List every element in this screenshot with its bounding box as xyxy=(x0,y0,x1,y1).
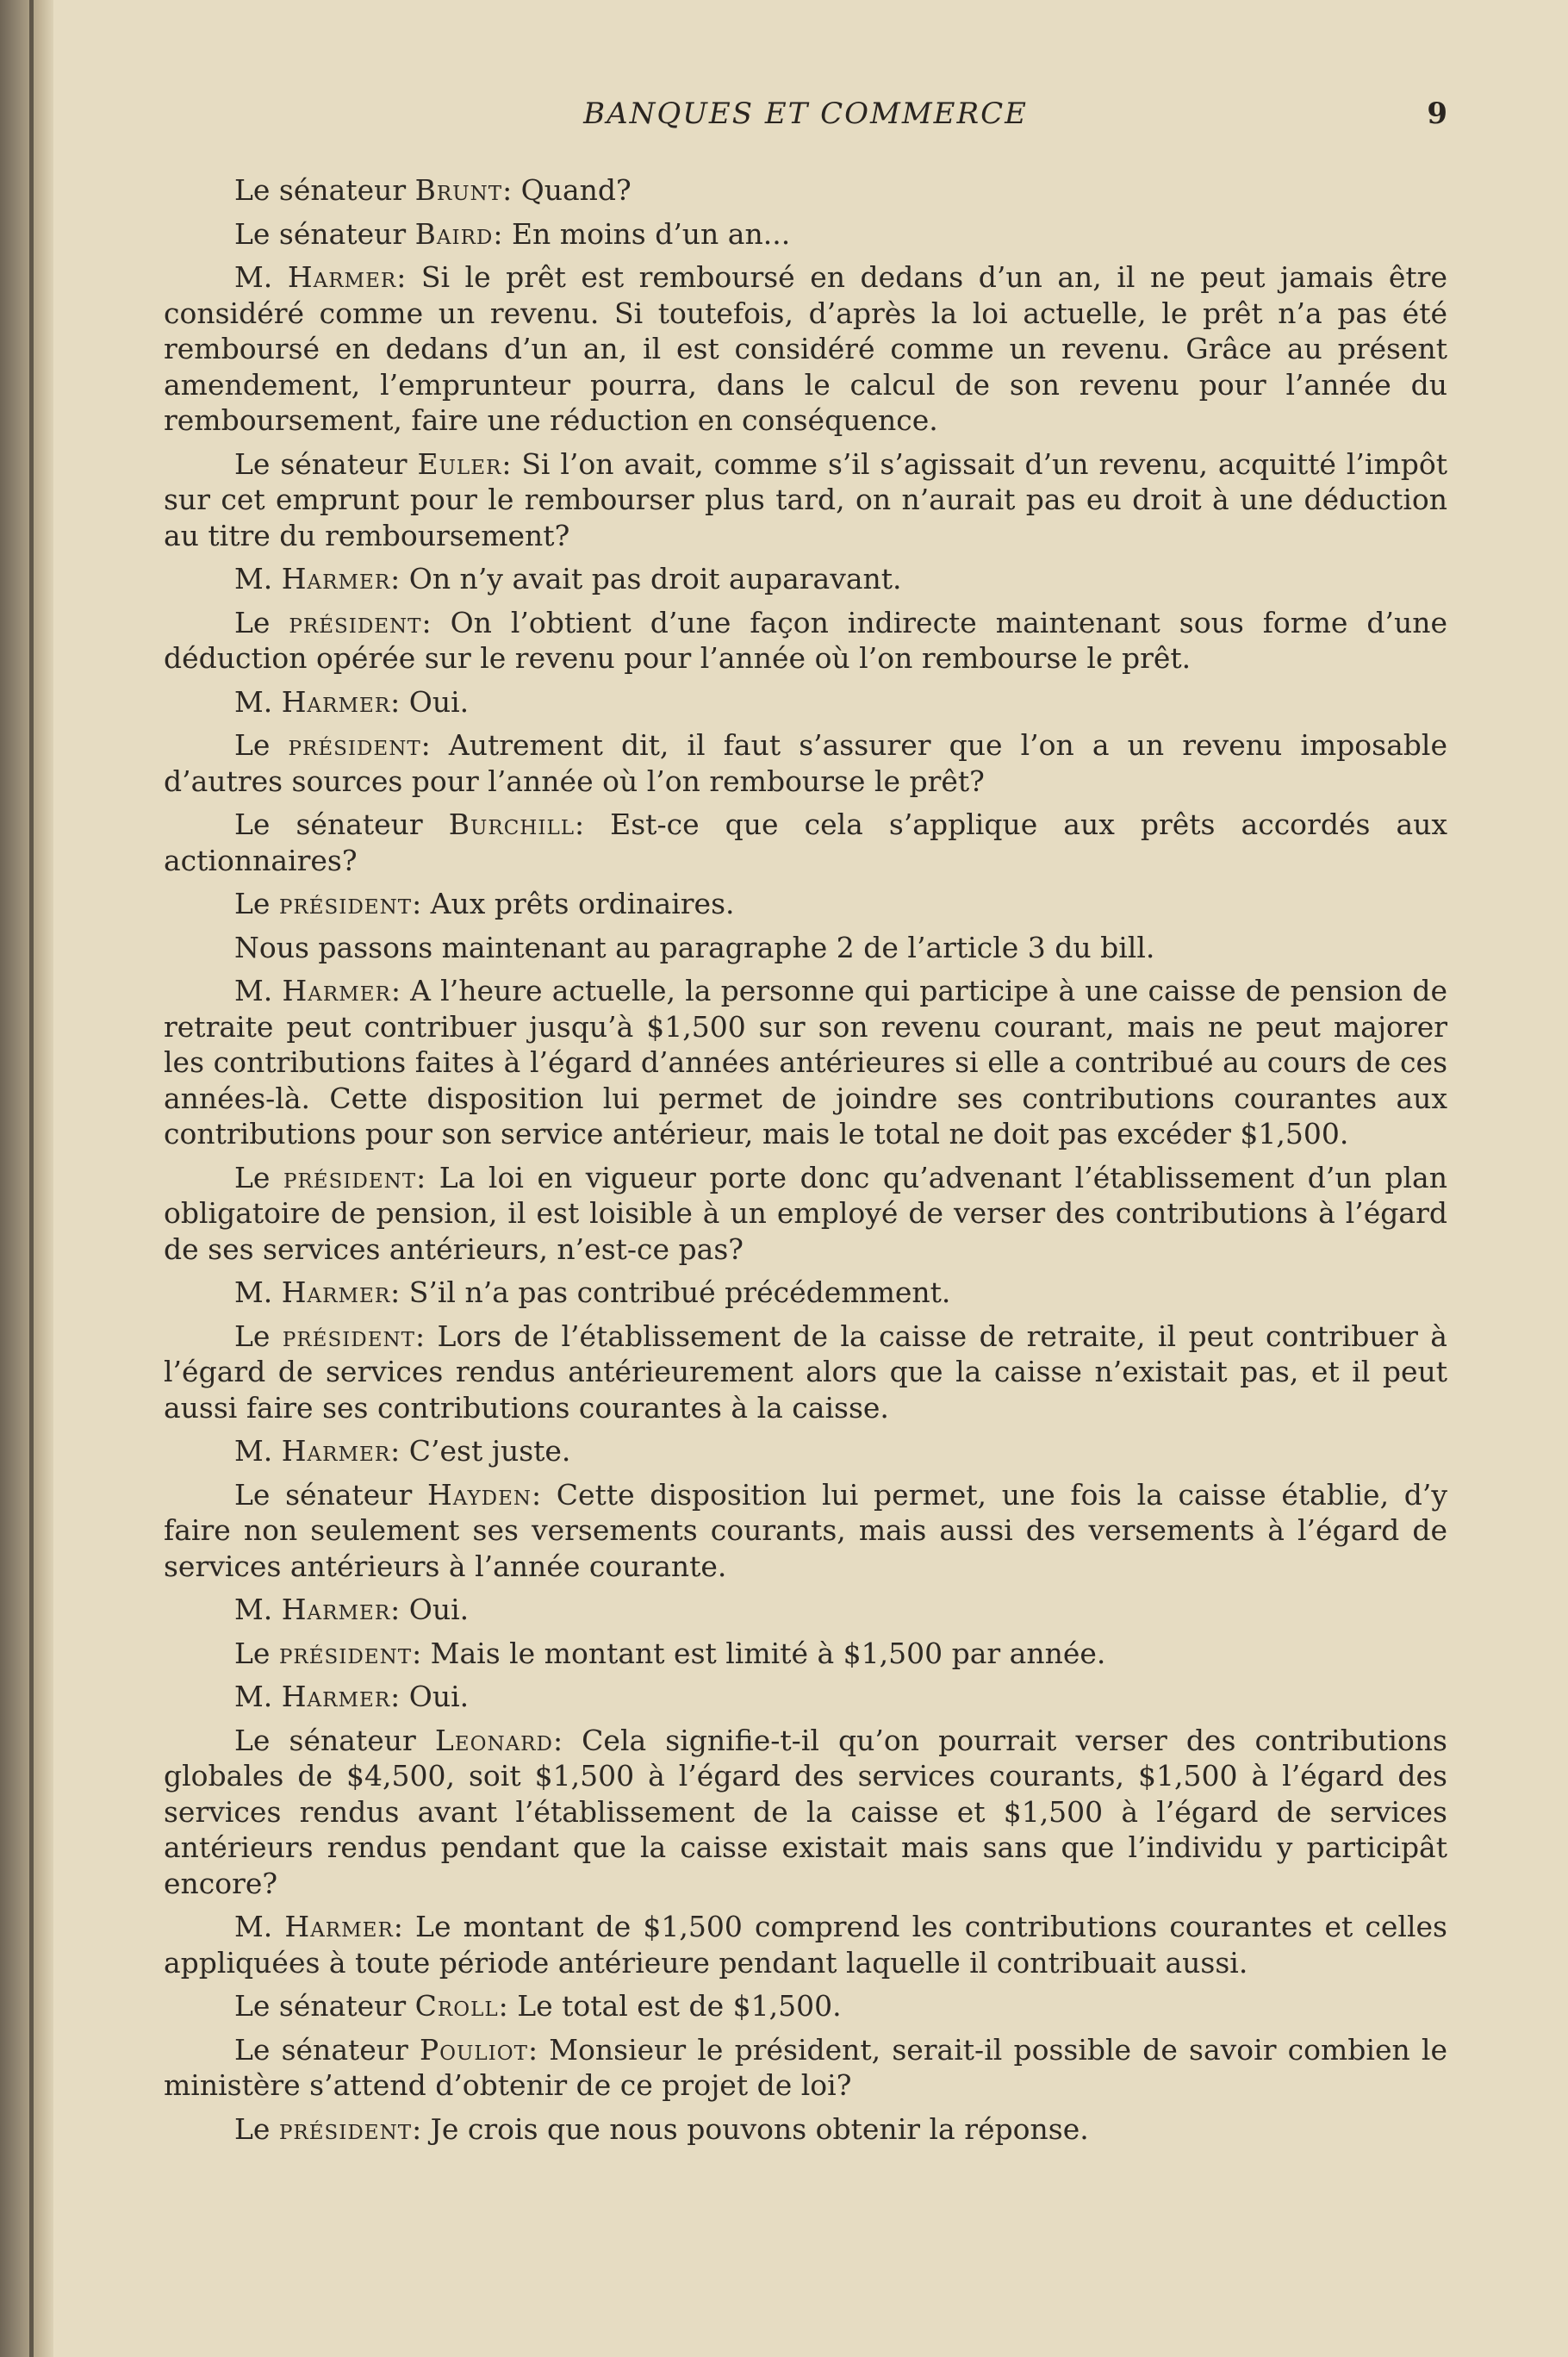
speaker-name: Burchill xyxy=(448,807,575,841)
speaker-prefix: M. xyxy=(234,1275,282,1309)
paragraph-text: : Cela signifie-t-il qu’on pourrait verser des contributions globales de $4,500, soit $1,500 à l’égard des services courants, $1,500 à l’égard des services rendus avant l’établissement de la caisse et $1,500 à l’égard de services antérieurs rendus pendant que la caisse existait mais sans que l’individu y participât encore? xyxy=(164,1723,1447,1900)
speaker-prefix: M. xyxy=(234,1593,282,1626)
speaker-prefix: Le xyxy=(234,1636,279,1670)
paragraph xyxy=(164,259,1447,439)
paragraph xyxy=(164,1636,1447,1672)
page-body xyxy=(164,172,1447,2154)
speaker-prefix: M. xyxy=(234,562,282,595)
paragraph-text: : Lors de l’établissement de la caisse de retraite, il peut contribuer à l’égard de services rendus antérieurement alors que la caisse n’existait pas, et il peut aussi faire ses contributions courantes à la caisse. xyxy=(164,1319,1447,1425)
paragraph-text: : Oui. xyxy=(390,1680,470,1713)
paragraph-text: : Le montant de $1,500 comprend les contributions courantes et celles appliquées à toute période antérieure pendant laquelle il contribuait aussi. xyxy=(164,1910,1447,1980)
paragraph-text: : Mais le montant est limité à $1,500 par année. xyxy=(412,1636,1106,1670)
paragraph-text: : Je crois que nous pouvons obtenir la réponse. xyxy=(412,2111,1089,2146)
speaker-name: Hayden xyxy=(427,1477,532,1512)
speaker-prefix: M. xyxy=(234,684,282,719)
paragraph-text: : Aux prêts ordinaires. xyxy=(412,887,735,920)
paragraph-text: : Monsieur le président, serait-il possible de savoir combien le ministère s’attend d’obtenir de ce projet de loi? xyxy=(164,2032,1447,2102)
speaker-name: Harmer xyxy=(281,1275,391,1309)
paragraph xyxy=(164,1592,1447,1628)
speaker-prefix: M. xyxy=(234,1434,282,1468)
speaker-prefix: Le xyxy=(234,1160,283,1194)
speaker-name: Brunt xyxy=(414,173,503,207)
paragraph-text: : Autrement dit, il faut s’assurer que l’on a un revenu imposable d’autres sources pour l’année où l’on rembourse le prêt? xyxy=(164,728,1447,798)
paragraph xyxy=(164,727,1447,799)
paragraph-text: : S’il n’a pas contribué précédemment. xyxy=(390,1275,951,1309)
speaker-name: Harmer xyxy=(281,1434,391,1468)
paragraph xyxy=(164,807,1447,878)
speaker-name: Baird xyxy=(414,216,494,251)
paragraph xyxy=(164,1160,1447,1268)
page-number: 9 xyxy=(1427,97,1447,131)
speaker-prefix: Le sénateur xyxy=(234,1989,415,2023)
speaker-prefix: Le sénateur xyxy=(234,1723,435,1757)
paragraph xyxy=(164,446,1447,554)
speaker-prefix: M. xyxy=(234,260,288,294)
paragraph-text: : Oui. xyxy=(390,1593,470,1626)
speaker-name: Croll xyxy=(414,1989,499,2023)
paragraph xyxy=(164,1909,1447,1980)
speaker-prefix: Le sénateur xyxy=(234,173,415,207)
paragraph-text: : Cette disposition lui permet, une fois la caisse établie, d’y faire non seulement ses versements courants, mais aussi des versements à l’égard de services antérieurs à l’année courante. xyxy=(164,1477,1447,1583)
book-binding-edge xyxy=(0,0,53,2357)
paragraph xyxy=(164,172,1447,209)
paragraph xyxy=(164,1477,1447,1585)
paragraph xyxy=(164,1723,1447,1902)
speaker-prefix: Le sénateur xyxy=(234,2032,420,2067)
speaker-name: président xyxy=(278,1636,413,1670)
speaker-prefix: Le xyxy=(234,2111,279,2146)
speaker-name: président xyxy=(289,605,422,639)
speaker-name: Harmer xyxy=(281,1593,391,1626)
paragraph-text: : Est-ce que cela s’applique aux prêts accordés aux actionnaires? xyxy=(164,807,1447,877)
speaker-name: président xyxy=(278,2111,413,2146)
paragraph xyxy=(164,886,1447,922)
paragraph xyxy=(164,605,1447,677)
speaker-prefix: M. xyxy=(234,1680,282,1713)
speaker-name: président xyxy=(282,1319,415,1353)
speaker-prefix: M. xyxy=(234,974,283,1007)
paragraph xyxy=(164,2111,1447,2148)
paragraph-text: : Si l’on avait, comme s’il s’agissait d’un revenu, acquitté l’impôt sur cet emprunt pour le rembourser plus tard, on n’aurait pas eu droit à une déduction au titre du remboursement? xyxy=(164,446,1447,552)
speaker-name: Harmer xyxy=(282,974,391,1007)
speaker-prefix: Le xyxy=(234,887,279,920)
paragraph xyxy=(164,1319,1447,1426)
paragraph xyxy=(164,973,1447,1152)
paragraph-text: : On n’y avait pas droit auparavant. xyxy=(390,562,902,595)
speaker-prefix: Le sénateur xyxy=(234,446,418,481)
paragraph xyxy=(164,930,1447,966)
speaker-name: président xyxy=(283,1160,417,1194)
paragraph-text: : On l’obtient d’une façon indirecte maintenant sous forme d’une déduction opérée sur le revenu pour l’année où l’on rembourse le prêt. xyxy=(164,605,1447,675)
speaker-name: Euler xyxy=(417,446,502,481)
paragraph-text: : Quand? xyxy=(502,173,632,207)
speaker-name: président xyxy=(288,728,421,762)
paragraph-text: : La loi en vigueur porte donc qu’advenant l’établissement d’un plan obligatoire de pension, il est loisible à un employé de verser des contributions à l’égard de ses services antérieurs, n’est-ce pas? xyxy=(164,1160,1447,1266)
speaker-name: Pouliot xyxy=(419,2032,528,2067)
paragraph-text: : C’est juste. xyxy=(390,1434,571,1468)
page-header xyxy=(164,97,1447,140)
speaker-prefix: Le xyxy=(234,605,289,639)
paragraph xyxy=(164,1988,1447,2024)
binding-shadow-line xyxy=(29,0,34,2357)
speaker-name: Harmer xyxy=(281,562,391,595)
paragraph xyxy=(164,561,1447,597)
speaker-prefix: Le sénateur xyxy=(234,1477,427,1512)
paragraph xyxy=(164,2032,1447,2104)
paragraph xyxy=(164,1275,1447,1311)
running-title: BANQUES ET COMMERCE xyxy=(583,97,1028,131)
speaker-name: Harmer xyxy=(287,260,397,294)
speaker-name: président xyxy=(278,887,413,920)
speaker-prefix: Le sénateur xyxy=(234,807,449,841)
paragraph-text: : A l’heure actuelle, la personne qui participe à une caisse de pension de retraite peut contribuer jusqu’à $1,500 sur son revenu courant, mais ne peut majorer les contributions faites à l’égard d’années antérieures si elle a contribué au cours de ces années-là. Cette disposition lui permet de joindre ses contributions courantes aux contributions pour son service antérieur, mais le total ne doit pas excéder $1,500. xyxy=(164,974,1447,1150)
speaker-prefix: Le xyxy=(234,1319,283,1353)
paragraph xyxy=(164,1433,1447,1469)
paragraph-text: : En moins d’un an... xyxy=(493,216,791,251)
paragraph-text: Nous passons maintenant au paragraphe 2 de l’article 3 du bill. xyxy=(234,930,1155,964)
speaker-name: Harmer xyxy=(281,1680,391,1713)
paragraph xyxy=(164,1679,1447,1715)
paragraph-text: : Le total est de $1,500. xyxy=(498,1989,842,2023)
paragraph xyxy=(164,684,1447,720)
paragraph xyxy=(164,216,1447,253)
speaker-prefix: M. xyxy=(234,1910,285,1943)
speaker-name: Leonard xyxy=(434,1723,553,1757)
speaker-name: Harmer xyxy=(281,684,391,719)
speaker-prefix: Le xyxy=(234,728,289,762)
speaker-name: Harmer xyxy=(284,1910,394,1943)
paragraph-text: : Oui. xyxy=(390,684,470,719)
speaker-prefix: Le sénateur xyxy=(234,216,415,251)
paragraph-text: : Si le prêt est remboursé en dedans d’un an, il ne peut jamais être considéré comme un revenu. Si toutefois, d’après la loi actuelle, le prêt n’a pas été remboursé en dedans d’un an, il est considéré comme un revenu. Grâce au présent amendement, l’emprunteur pourra, dans le calcul de son revenu pour l’année du remboursement, faire une réduction en conséquence. xyxy=(164,260,1447,437)
